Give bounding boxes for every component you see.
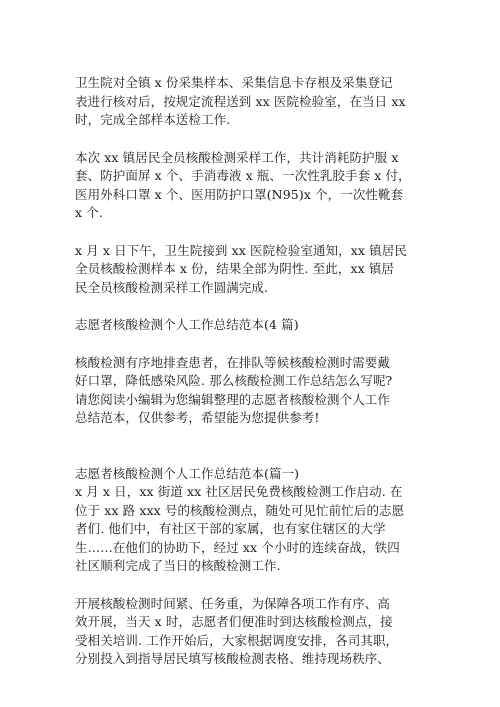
text-line: 效开展，当天 x 时，志愿者们便准时到达核酸检测点，接 — [75, 614, 393, 629]
document-page — [75, 74, 430, 669]
paragraph-introduction — [75, 354, 430, 428]
text-line: 分别投入到指导居民填写核酸检测表格、维持现场秩序、 — [75, 651, 391, 666]
paragraph-supplies-consumed — [75, 149, 430, 223]
text-line: 生……在他们的协助下，经过 xx 个小时的连续奋战，铁四 — [75, 539, 400, 555]
paragraph-test-results — [75, 242, 430, 298]
text-line: 民全员核酸检测采样工作圆满完成. — [75, 279, 269, 295]
text-line: 位于 xx 路 xxx 号的核酸检测点，随处可见忙前忙后的志愿 — [75, 502, 405, 518]
text-line: x 月 x 日，xx 街道 xx 社区居民免费核酸检测工作启动. 在 — [75, 484, 403, 499]
text-line: 开展核酸检测时间紧、任务重，为保障各项工作有序、高 — [75, 595, 391, 611]
text-line: 卫生院对全镇 x 份采集样本、采集信息卡存根及采集登记 — [75, 75, 393, 90]
text-line: 好口罩，降低感染风险. 那么核酸检测工作总结怎么写呢? — [75, 373, 393, 388]
paragraph-article-one — [75, 465, 430, 576]
text-line: 志愿者核酸检测个人工作总结范本(4 篇) — [75, 317, 299, 332]
section-title — [75, 316, 430, 335]
text-line: 请您阅读小编辑为您编辑整理的志愿者核酸检测个人工作 — [75, 391, 391, 407]
text-line: 受相关培训. 工作开始后，大家根据调度安排，各司其职， — [75, 632, 399, 648]
text-line: x 个. — [75, 205, 103, 220]
text-line: 本次 xx 镇居民全员核酸检测采样工作，共计消耗防护服 x — [75, 149, 399, 165]
paragraph-volunteer-work — [75, 595, 430, 669]
text-line: 总结范本，仅供参考，希望能为您提供参考! — [75, 410, 320, 425]
text-line: 核酸检测有序地排查患者，在排队等候核酸检测时需要戴 — [75, 354, 391, 370]
article-heading: 志愿者核酸检测个人工作总结范本(篇一) — [75, 465, 300, 481]
text-line: x 月 x 日下午，卫生院接到 xx 医院检验室通知，xx 镇居民 — [75, 242, 407, 258]
paragraph-sample-submission — [75, 74, 430, 130]
text-line: 社区顺利完成了当日的核酸检测工作. — [75, 558, 281, 573]
text-line: 医用外科口罩 x 个、医用防护口罩(N95)x 个，一次性靴套 — [75, 186, 404, 202]
text-line: 套、防护面屏 x 个、手消毒液 x 瓶、一次性乳胶手套 x 付， — [75, 168, 411, 183]
text-line: 全员核酸检测样本 x 份，结果全部为阴性. 至此，xx 镇居 — [75, 261, 395, 276]
text-line: 表进行核对后，按规定流程送到 xx 医院检验室，在当日 xx — [75, 93, 406, 109]
text-line: 时，完成全部样本送检工作. — [75, 112, 231, 127]
text-line: 者们. 他们中，有社区干部的家属，也有家住辖区的大学 — [75, 521, 386, 536]
